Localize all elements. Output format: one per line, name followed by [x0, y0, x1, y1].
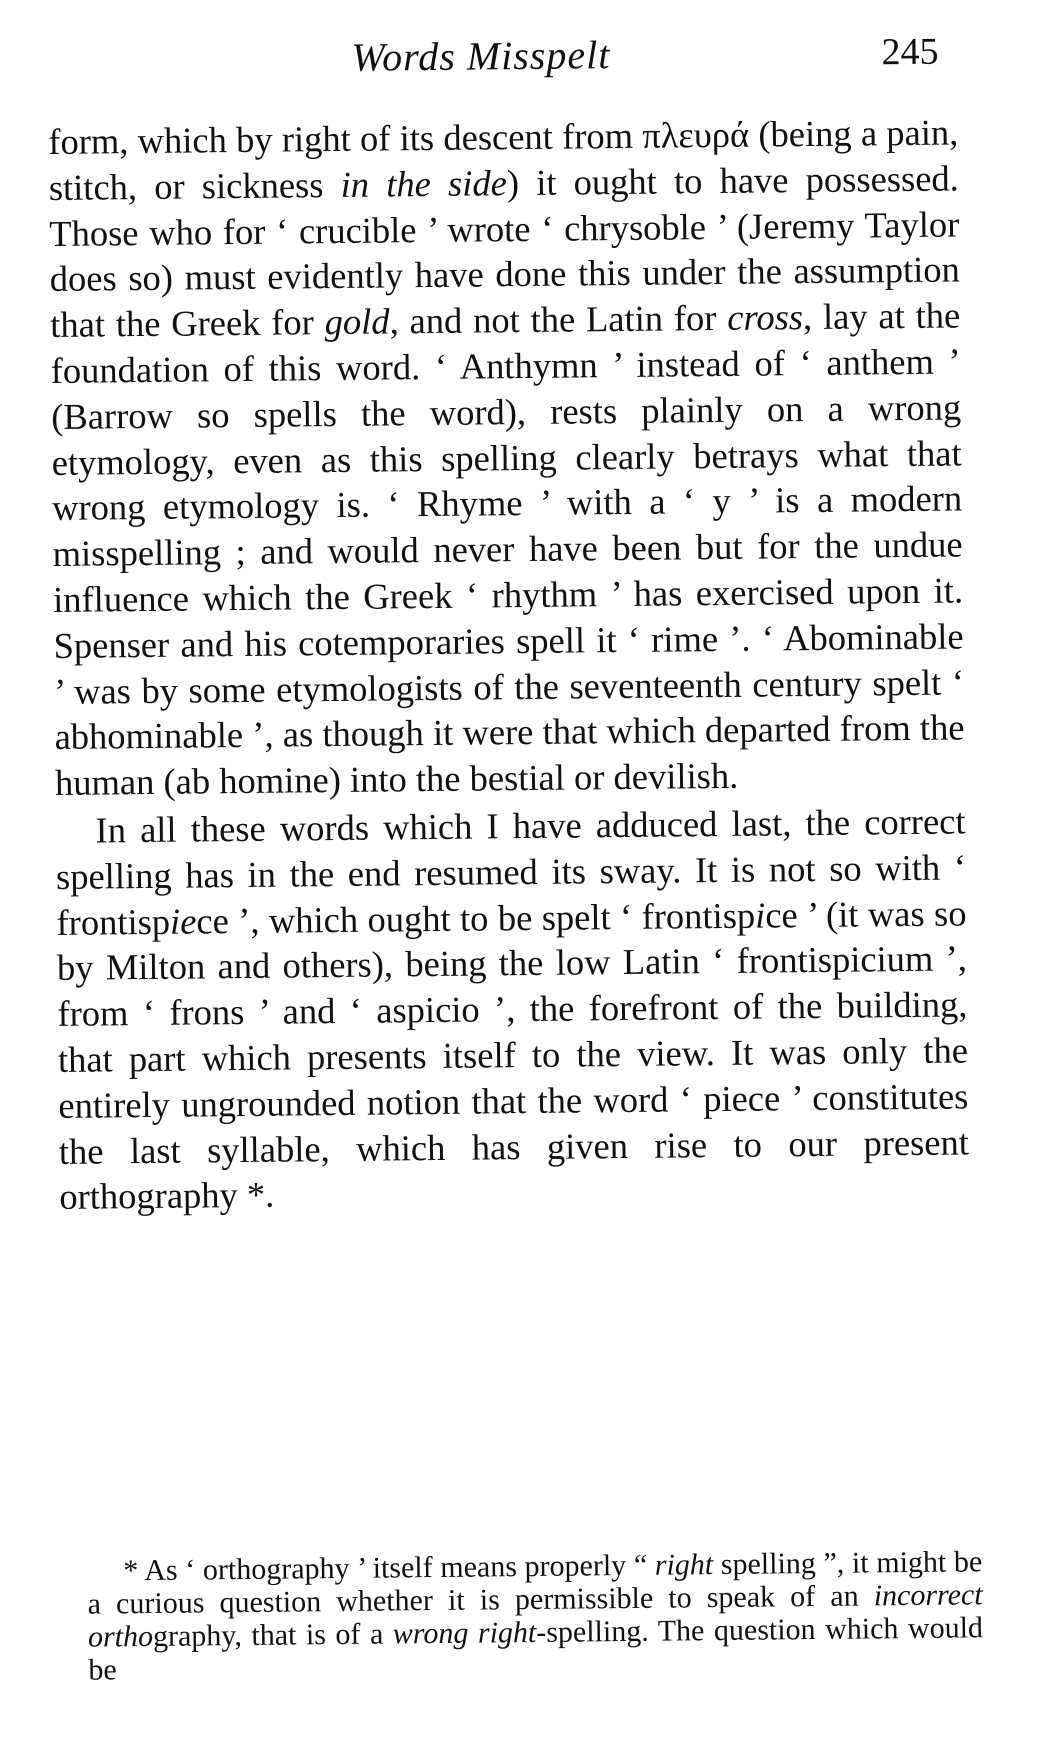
text-run: graphy, that is of a: [152, 1617, 393, 1653]
text-run: (being a pain, stitch, or sickness: [48, 111, 959, 208]
italic-run: wrong right: [392, 1615, 537, 1651]
footnote: [87, 1545, 983, 1686]
text-run: In all these words which I have adduced last, the correct spelling has in the end resumed its sway. It is not so with ‘ frontisp: [55, 800, 967, 943]
text-run: ) it ought to have possessed. Those who for ‘ crucible ’ wrote ‘ chrysoble ’ (Jeremy Taylor does so) must evidently have done this under the assumption that the Greek for: [49, 157, 960, 346]
italic-run: ie: [169, 900, 197, 942]
greek-word: πλευρά: [642, 113, 750, 156]
body-text: [48, 109, 969, 1220]
text-run: ce ’, which ought to be spelt ‘ frontisp: [196, 894, 756, 942]
text-run: ce ’ (it was so by Milton and others), being the low Latin ‘ frontispicium ’, from ‘ frons ’ and ‘ aspicio ’, the forefront of the building, that part which presents itself to the view. It was only the entirely ungrounded notion that the word ‘ piece ’ constitutes the last syllable, which has given rise to our present orthography *.: [56, 891, 970, 1218]
text-run: spelling ”, it might be a curious question whether it is permissible to speak of an: [87, 1545, 983, 1621]
running-title: Words Misspelt: [351, 32, 611, 80]
paragraph-1: [48, 109, 965, 805]
italic-run: right: [654, 1548, 714, 1582]
paragraph-2: [55, 798, 969, 1220]
text-run: , and not the Latin for: [389, 297, 728, 342]
italic-run: incorrect ortho: [87, 1578, 983, 1654]
italic-run: gold: [324, 300, 390, 343]
page-number: 245: [881, 30, 939, 74]
text-run: -spelling. The question which would be: [88, 1611, 984, 1687]
text-run: * As ‘ orthography ’ itself means properly “: [123, 1548, 655, 1588]
italic-run: cross: [727, 296, 804, 339]
italic-run: in the side: [340, 161, 508, 205]
italic-run: i: [754, 894, 766, 936]
page-header: [51, 24, 952, 93]
text-run: form, which by right of its descent from: [48, 114, 643, 162]
text-run: , lay at the foundation of this word. ‘ Anthymn ’ instead of ‘ anthem ’ (Barrow so spells the word), rests plainly on a wrong etymology, even as this spelling clearly betrays what that wrong etymology is. ‘ Rhyme ’ with a ‘ y ’ is a modern misspelling ; and would never have been but for the undue influence which the Greek ‘ rhythm ’ has exercised upon it. Spenser and his cotemporaries spell it ‘ rime ’. ‘ Abominable ’ was by some etymologists of the seventeenth century spelt ‘ abhominable ’, as though it were that which departed from the human (ab homine) into the bestial or devilish.: [50, 294, 965, 804]
